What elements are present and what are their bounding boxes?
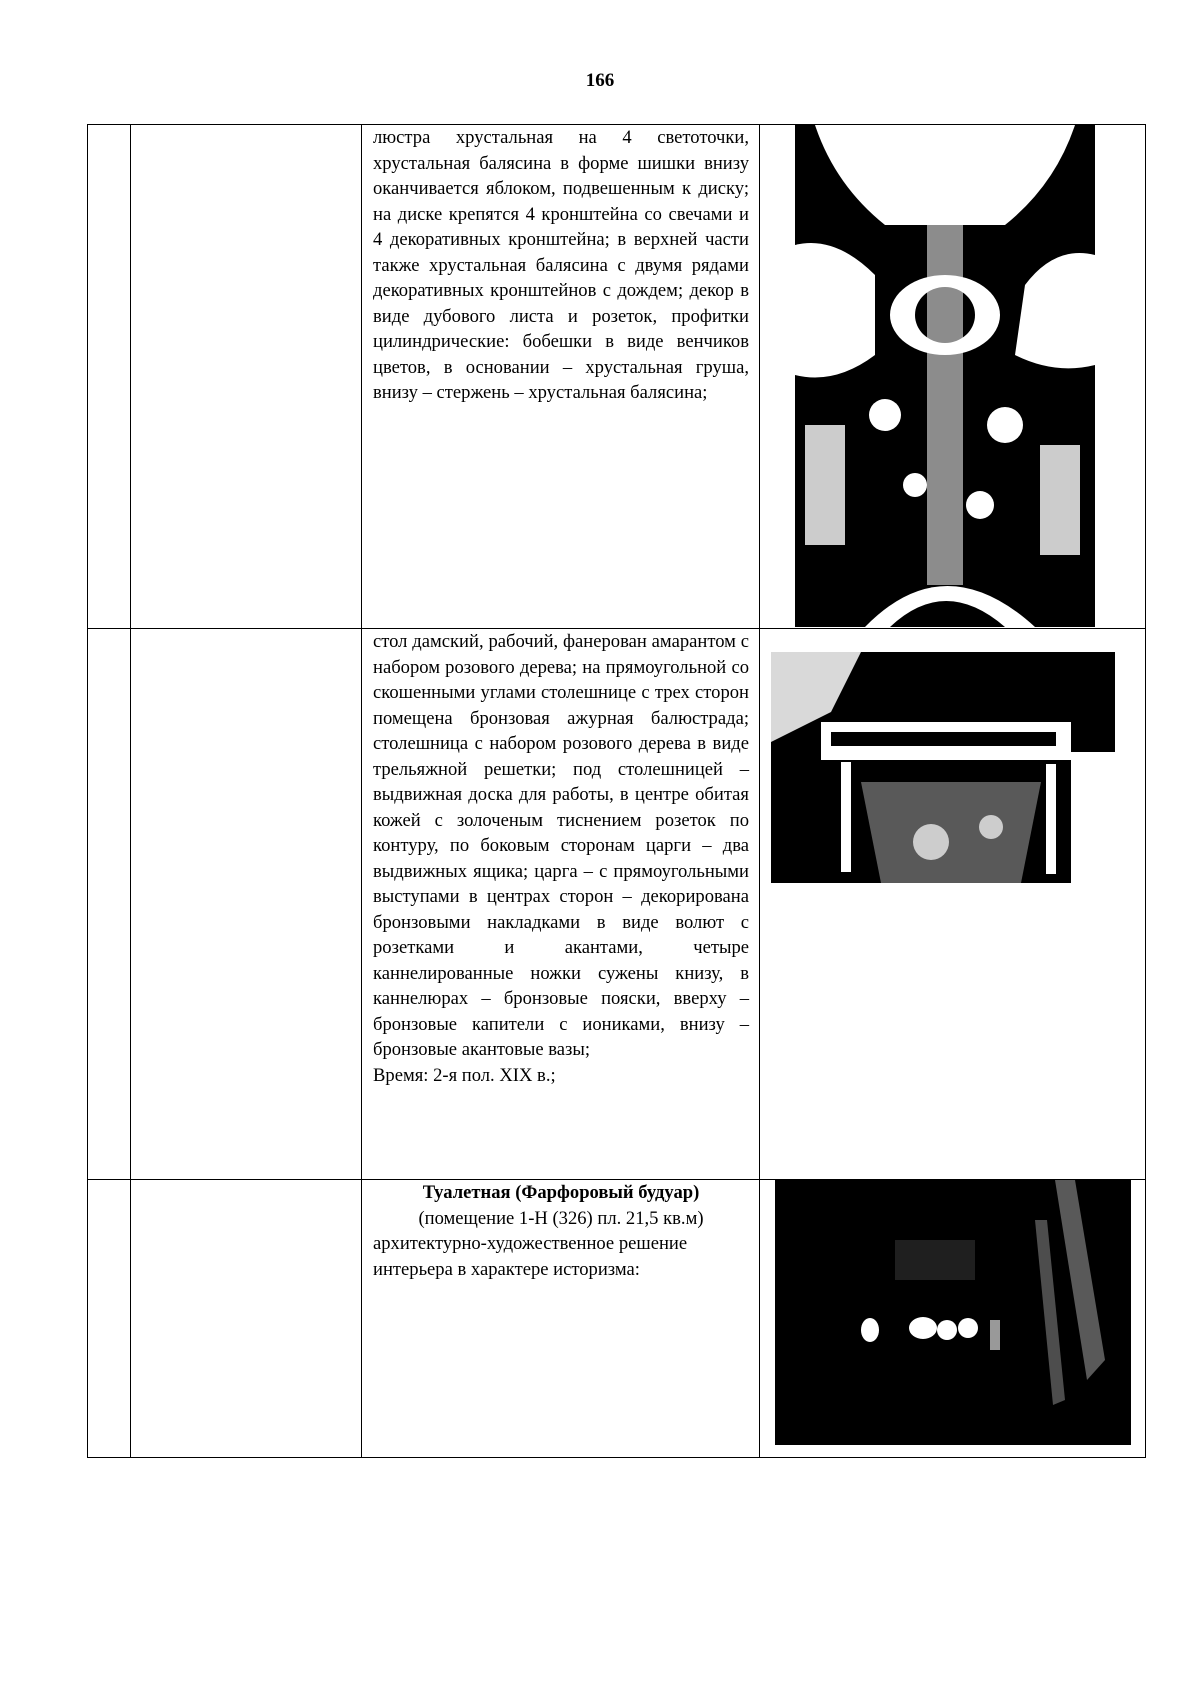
number-cell <box>88 125 131 629</box>
photo-cell <box>760 125 1146 629</box>
number-cell <box>88 1180 131 1458</box>
page-number: 166 <box>585 70 615 91</box>
description-cell <box>362 629 760 1180</box>
description-cell <box>362 125 760 629</box>
name-cell <box>131 125 362 629</box>
chandelier-photo <box>795 125 1095 627</box>
inventory-table <box>87 124 1146 1458</box>
room-title: Туалетная (Фарфоровый будуар) <box>422 1182 700 1203</box>
item-time: Время: 2-я пол. XIX в.; <box>373 1064 556 1086</box>
boudoir-interior-photo <box>775 1180 1131 1445</box>
item-description: архитектурно-художественное решение интерьера в характере историзма: <box>373 1233 688 1280</box>
name-cell <box>131 629 362 1180</box>
item-description: стол дамский, рабочий, фанерован амарантом с набором розового дерева; на прямоугольной со скошенными углами столешнице с трех сторон помещена бронзовая ажурная балюстрада; столешница с набором розового дерева в виде трельяжной решетки; под столешницей – выдвижная доска для работы, в центре обитая кожей с золоченым тиснением розеток по контуру, по боковым сторонам царги – два выдвижных ящика; царга – с прямоугольными выступами в центрах сторон – декорирована бронзовыми накладками в виде волют с розетками и акантами, четыре каннелированные ножки сужены книзу, в каннелюрах – бронзовые пояски, вверху – бронзовые капители с иониками, внизу – бронзовые акантовые вазы; <box>373 631 749 1060</box>
photo-cell <box>760 1180 1146 1458</box>
description-cell <box>362 1180 760 1458</box>
number-cell <box>88 629 131 1180</box>
photo-cell <box>760 629 1146 1180</box>
table-row <box>88 1180 1146 1458</box>
table-row <box>88 125 1146 629</box>
room-subtitle: (помещение 1-Н (326) пл. 21,5 кв.м) <box>418 1207 704 1229</box>
item-description: люстра хрустальная на 4 светоточки, хрустальная балясина в форме шишки внизу оканчивается яблоком, подвешенным к диску; на диске крепятся 4 кронштейна со свечами и 4 декоративных кронштейна; в верхней части также хрустальная балясина с двумя рядами декоративных кронштейнов с дождем; декор в виде дубового листа и розеток, профитки цилиндрические: бобешки в виде венчиков цветов, в основании – хрустальная груша, внизу – стержень – хрустальная балясина; <box>373 127 749 403</box>
name-cell <box>131 1180 362 1458</box>
ladies-table-photo <box>771 652 1115 883</box>
table-row <box>88 629 1146 1180</box>
